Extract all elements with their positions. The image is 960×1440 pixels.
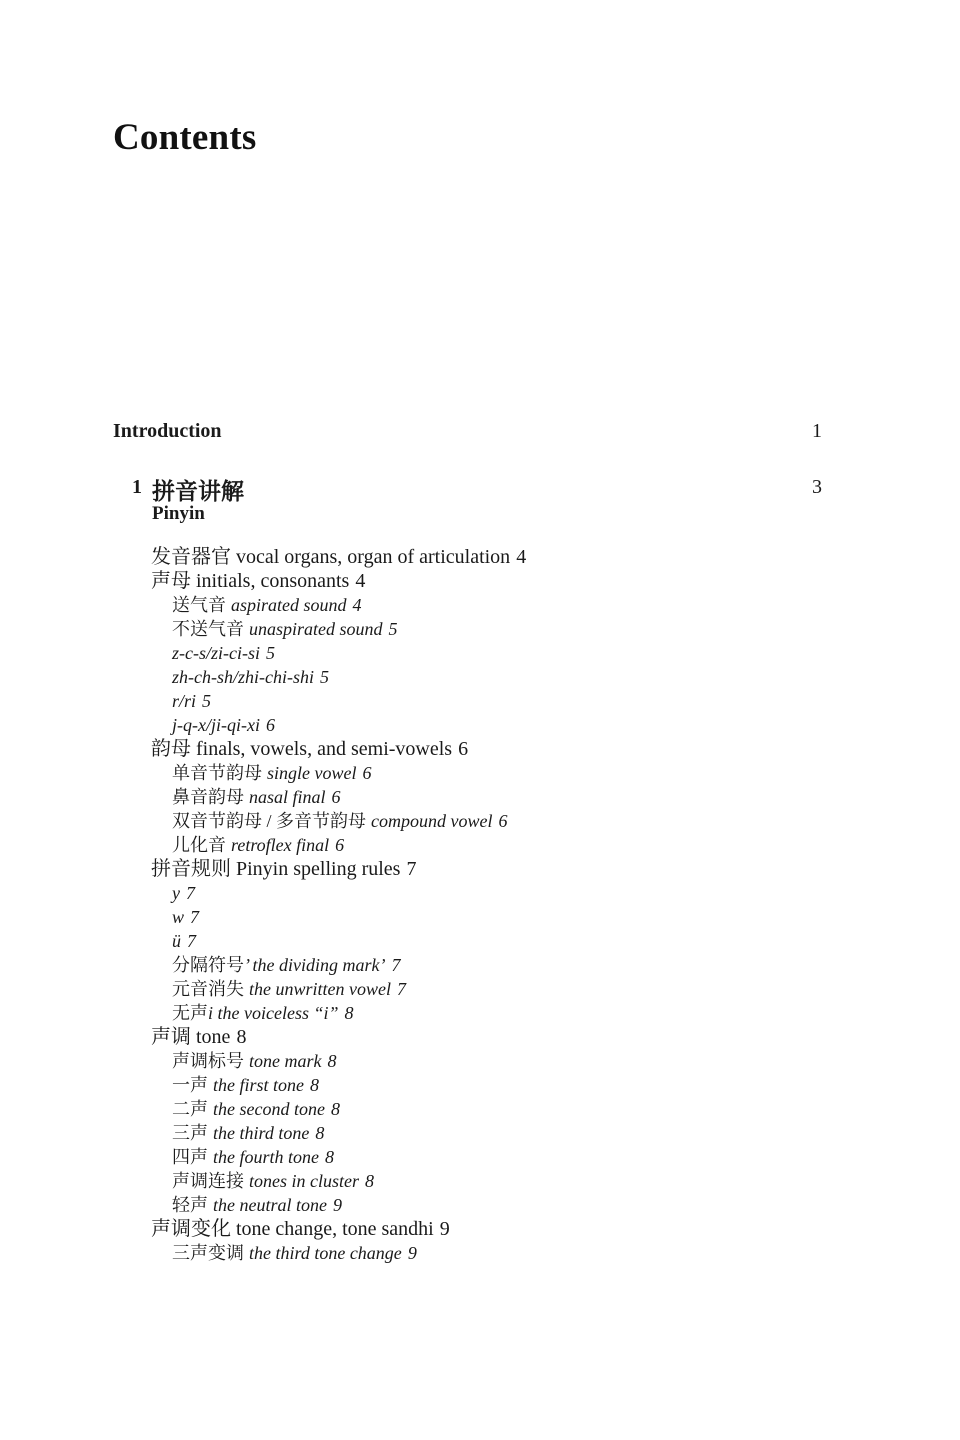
toc-entry-label-english: j-q-x/ji-qi-xi — [172, 715, 260, 735]
toc-entry-label-chinese: 分隔符号 — [172, 955, 244, 975]
toc-entry-label-english: tone mark — [249, 1051, 322, 1071]
toc-entry-label-english: y — [172, 883, 180, 903]
toc-entry-label-chinese: 送气音 — [172, 595, 226, 615]
toc-entry-label-chinese: 无声 — [172, 1003, 208, 1023]
toc-entry-page-number: 5 — [388, 619, 398, 639]
toc-entry-page-number: 4 — [352, 595, 362, 615]
toc-entry-label-english: tones in cluster — [249, 1171, 359, 1191]
toc-entry[interactable] — [0, 881, 960, 905]
toc-entry[interactable] — [0, 1073, 960, 1097]
toc-entry-page-number: 6 — [362, 763, 372, 783]
toc-entry-label-chinese: 声母 — [151, 570, 191, 592]
toc-entry-label-english: w — [172, 907, 185, 927]
toc-entry[interactable] — [0, 545, 960, 569]
toc-entry[interactable] — [0, 785, 960, 809]
toc-entry-label-chinese: 声调 — [151, 1026, 191, 1048]
toc-entry[interactable] — [0, 1121, 960, 1145]
toc-entry[interactable] — [0, 857, 960, 881]
toc-entry[interactable] — [0, 761, 960, 785]
toc-entry-page-number: 8 — [344, 1003, 354, 1023]
toc-entry-label-chinese: 韵母 — [151, 738, 191, 760]
page-title: Contents — [113, 117, 257, 158]
toc-entry-page-number: 9 — [407, 1243, 417, 1263]
chapter-number: 1 — [132, 476, 142, 498]
toc-entry[interactable] — [0, 1193, 960, 1217]
toc-entry-label-english: compound vowel — [371, 811, 493, 831]
toc-entry-label-english: unaspirated sound — [249, 619, 383, 639]
toc-entry-label-english: retroflex final — [231, 835, 330, 855]
toc-entry-label-english: the first tone — [213, 1075, 304, 1095]
toc-entry-label-chinese: 三声 — [172, 1123, 208, 1143]
toc-entry-label-english: the third tone change — [249, 1243, 402, 1263]
toc-entry-page-number: 7 — [190, 907, 200, 927]
toc-entry-label-chinese: 元音消失 — [172, 979, 244, 999]
toc-entry-label-english: finals, vowels, and semi-vowels — [196, 738, 453, 760]
toc-entry-label-english: zh-ch-sh/zhi-chi-shi — [172, 667, 314, 687]
toc-entry-label-english: the neutral tone — [213, 1195, 327, 1215]
toc-entry[interactable] — [0, 665, 960, 689]
toc-entry-label-chinese: 不送气音 — [172, 619, 244, 639]
toc-entry[interactable] — [0, 593, 960, 617]
toc-entry-label-chinese: 拼音规则 — [151, 858, 231, 880]
toc-entry-page-number: 9 — [332, 1195, 342, 1215]
toc-entry-label-chinese: 声调变化 — [151, 1218, 231, 1240]
toc-entry-label-chinese: 鼻音韵母 — [172, 787, 244, 807]
toc-entry[interactable] — [0, 953, 960, 977]
toc-entry-page-number: 5 — [202, 691, 212, 711]
toc-entry-page-number: 7 — [187, 931, 196, 951]
toc-entry[interactable] — [0, 569, 960, 593]
toc-entry[interactable] — [0, 809, 960, 833]
table-of-contents — [0, 420, 960, 538]
toc-entry-label-chinese: 单音节韵母 — [172, 763, 262, 783]
toc-entry-page-number: 7 — [396, 979, 406, 999]
toc-entry-page-number: 8 — [236, 1026, 247, 1048]
toc-entry-page-number: 8 — [330, 1099, 340, 1119]
toc-entry-label-english: r/ri — [172, 691, 197, 711]
toc-entry-label-chinese: 发音器官 — [151, 546, 231, 568]
toc-entry-label-english: tone change, tone sandhi — [236, 1218, 434, 1240]
toc-entry-label-english: the unwritten vowel — [249, 979, 391, 999]
toc-entry-page-number: 4 — [355, 570, 366, 592]
toc-entry-page-number: 7 — [186, 883, 195, 903]
toc-entry-label-english: vocal organs, organ of articulation — [236, 546, 511, 568]
toc-entry[interactable] — [0, 1097, 960, 1121]
toc-entry-label-chinese: 双音节韵母 / 多音节韵母 — [172, 811, 366, 831]
toc-entry-page-number: 6 — [335, 835, 345, 855]
toc-entry[interactable] — [0, 689, 960, 713]
toc-entry-label-chinese: 四声 — [172, 1147, 208, 1167]
chapter-title-english: Pinyin — [152, 503, 205, 524]
toc-entry[interactable] — [0, 1217, 960, 1241]
toc-entry-label-chinese: 声调连接 — [172, 1171, 244, 1191]
toc-entry[interactable] — [0, 737, 960, 761]
toc-entry[interactable] — [0, 617, 960, 641]
toc-entry[interactable] — [0, 713, 960, 737]
toc-entry-label-english: the third tone — [213, 1123, 310, 1143]
chapter-page-number: 3 — [812, 476, 822, 498]
toc-entry-label-english: initials, consonants — [196, 570, 350, 592]
toc-entry[interactable] — [0, 1169, 960, 1193]
toc-entry-page-number: 8 — [365, 1171, 374, 1191]
toc-entry-label-english: z-c-s/zi-ci-si — [172, 643, 260, 663]
toc-entry-label-chinese: 二声 — [172, 1099, 208, 1119]
toc-entry-page-number: 7 — [391, 955, 401, 975]
toc-entry[interactable] — [0, 905, 960, 929]
toc-entry[interactable] — [0, 1025, 960, 1049]
toc-entry-page-number: 8 — [310, 1075, 319, 1095]
toc-chapter-row[interactable] — [0, 476, 960, 538]
toc-entry-label-chinese: 儿化音 — [172, 835, 226, 855]
toc-entry[interactable] — [0, 1241, 960, 1265]
toc-entry-page-number: 6 — [265, 715, 275, 735]
toc-entry-page-number: 9 — [439, 1218, 450, 1240]
toc-entry[interactable] — [0, 1145, 960, 1169]
toc-entry-page-number: 8 — [327, 1051, 337, 1071]
toc-entry-list — [0, 545, 960, 1265]
toc-entry-label-chinese: 三声变调 — [172, 1243, 244, 1263]
toc-entry-label-english: the second tone — [213, 1099, 325, 1119]
toc-entry-page-number: 7 — [406, 858, 417, 880]
toc-entry[interactable] — [0, 929, 960, 953]
toc-entry-label-chinese: 声调标号 — [172, 1051, 244, 1071]
toc-entry-label-english: Pinyin spelling rules — [236, 858, 401, 880]
toc-entry[interactable] — [0, 641, 960, 665]
toc-entry-label-english: ’ the dividing mark’ — [244, 955, 386, 975]
toc-entry[interactable] — [0, 1049, 960, 1073]
toc-entry-label-english: ü — [172, 931, 181, 951]
toc-front-matter-row[interactable] — [0, 420, 960, 466]
toc-entry-label-english: nasal final — [249, 787, 326, 807]
toc-entry-label-english: the fourth tone — [213, 1147, 319, 1167]
toc-entry[interactable] — [0, 833, 960, 857]
toc-entry-page-number: 5 — [319, 667, 329, 687]
toc-entry-label-english: tone — [196, 1026, 231, 1048]
toc-entry-page-number: 6 — [498, 811, 508, 831]
toc-entry-page-number: 8 — [325, 1147, 334, 1167]
toc-entry-page-number: 4 — [516, 546, 527, 568]
chapter-title-chinese: 拼音讲解 — [152, 479, 244, 504]
toc-entry-introduction-label: Introduction — [113, 420, 222, 442]
toc-entry-label-english: aspirated sound — [231, 595, 347, 615]
toc-entry[interactable] — [0, 1001, 960, 1025]
toc-entry-page-number: 6 — [458, 738, 469, 760]
toc-entry-label-chinese: 一声 — [172, 1075, 208, 1095]
toc-entry[interactable] — [0, 977, 960, 1001]
toc-entry-page-number: 8 — [315, 1123, 325, 1143]
toc-entry-introduction-page: 1 — [812, 420, 822, 442]
toc-entry-label-chinese: 轻声 — [172, 1195, 208, 1215]
toc-entry-page-number: 6 — [331, 787, 341, 807]
toc-entry-label-english: single vowel — [267, 763, 357, 783]
toc-entry-page-number: 5 — [265, 643, 275, 663]
toc-entry-label-english: i the voiceless “i” — [208, 1003, 339, 1023]
